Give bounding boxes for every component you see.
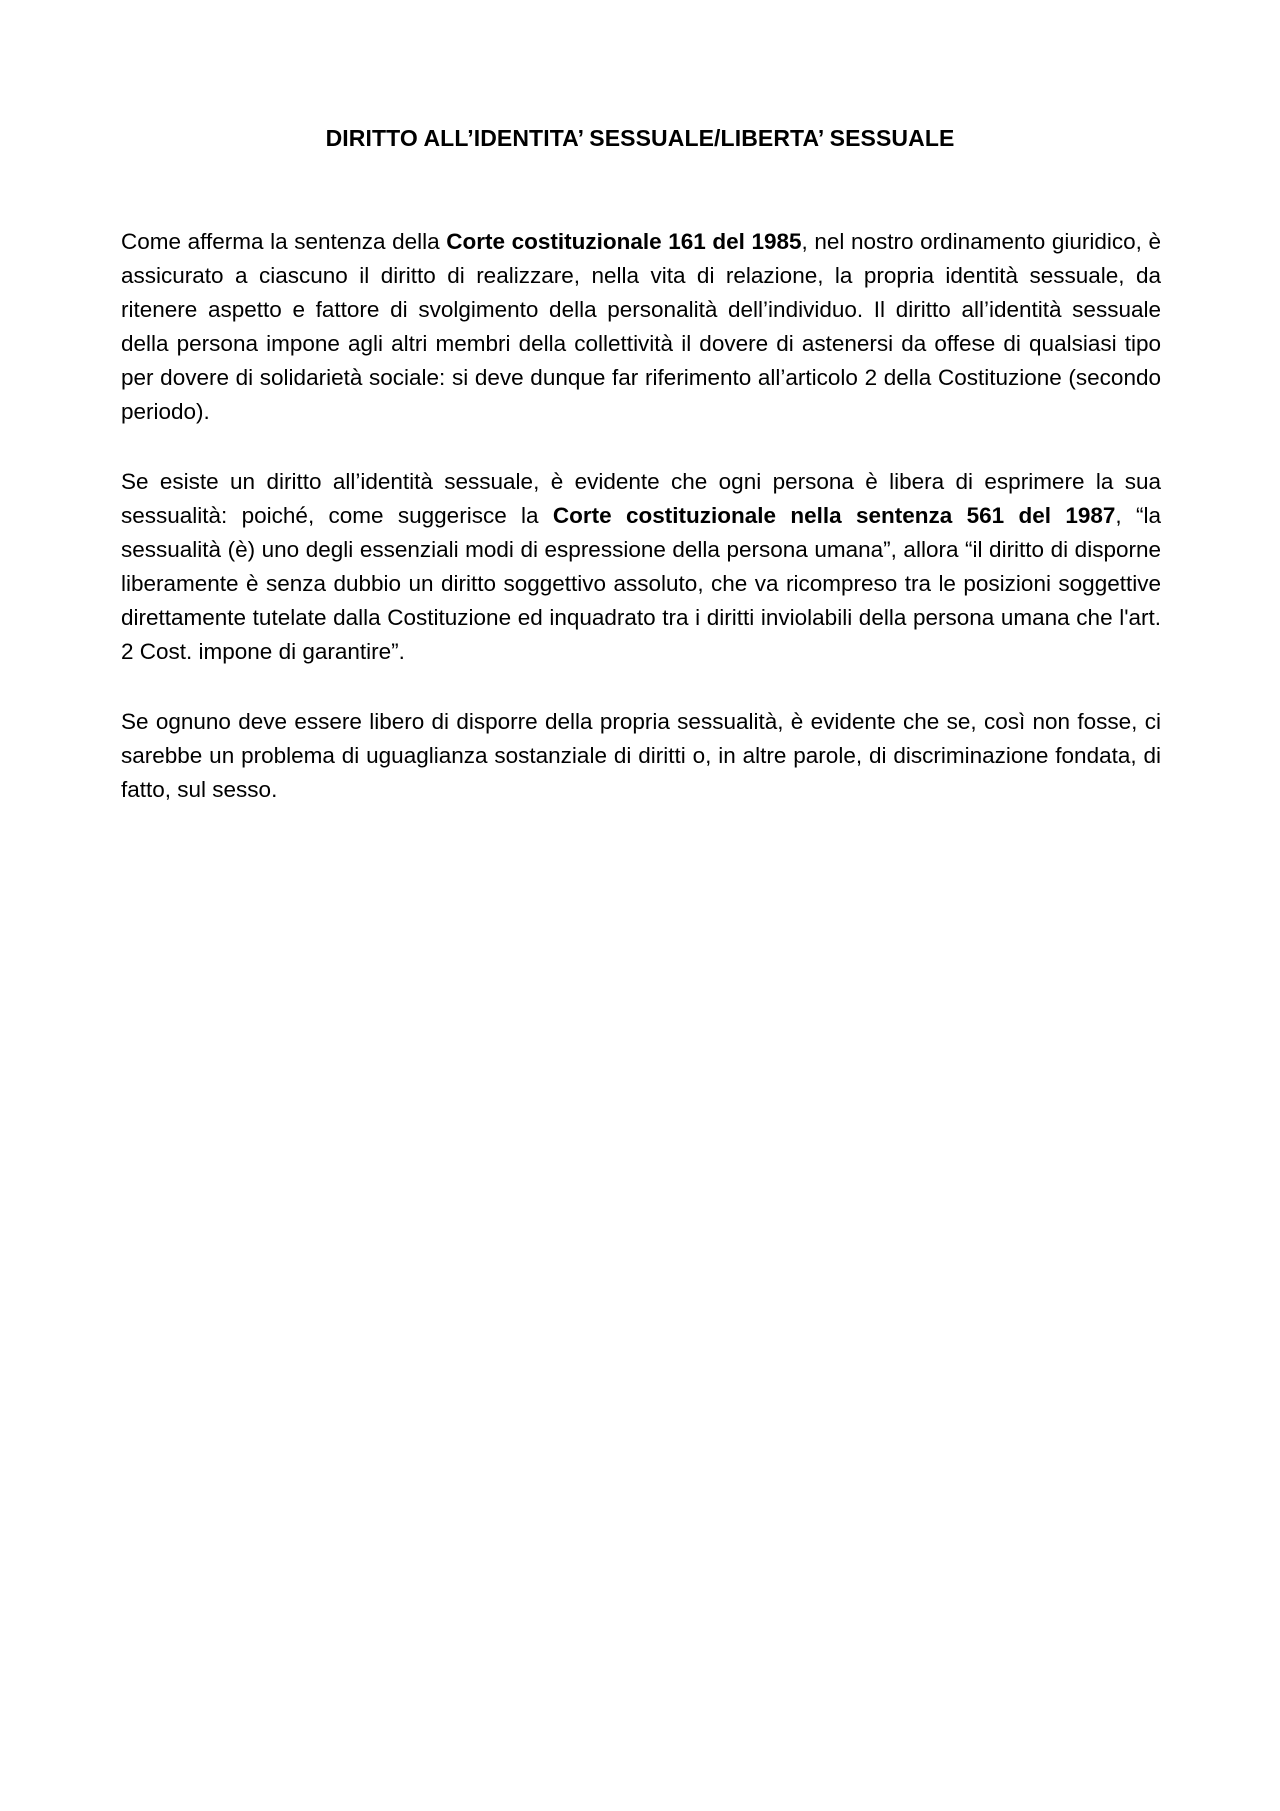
paragraph-2-citation: Corte costituzionale nella sentenza 561 del 1987 bbox=[552, 503, 1116, 528]
paragraph-1-citation: Corte costituzionale 161 del 1985 bbox=[446, 229, 802, 254]
paragraph-1-text: , nel nostro ordinamento giuridico, è assicurato a ciascuno il diritto di realizzare, nella vita di relazione, la propria identità sessuale, da ritenere aspetto e fattore di svolgimento della personalità dell’individuo. Il diritto all’identità sessuale della persona impone agli altri membri della collettività il dovere di astenersi da offese di qualsiasi tipo per dovere di solidarietà sociale: si deve dunque far riferimento all’articolo 2 della Costituzione (secondo periodo). bbox=[121, 229, 1161, 424]
paragraph-2-text: , “la sessualità (è) uno degli essenziali modi di espressione della persona umana”, allora “il diritto di disporne liberamente è senza dubbio un diritto soggettivo assoluto, che va ricompreso tra le posizioni soggettive direttamente tutelate dalla Costituzione ed inquadrato tra i diritti inviolabili della persona umana che l'art. 2 Cost. impone di garantire”. bbox=[121, 503, 1161, 664]
document-title: DIRITTO ALL’IDENTITA’ SESSUALE/LIBERTA’ SESSUALE bbox=[325, 125, 955, 151]
paragraph-3 bbox=[121, 705, 1161, 807]
paragraph-2 bbox=[121, 465, 1161, 669]
paragraph-1-text: Come afferma la sentenza della bbox=[121, 229, 447, 254]
paragraph-2-text: Se esiste un diritto all’identità sessuale, è evidente che ogni persona è libera di esprimere la sua sessualità: poiché, come suggerisce la bbox=[121, 469, 1161, 528]
paragraph-3-text: Se ognuno deve essere libero di disporre della propria sessualità, è evidente che se, così non fosse, ci sarebbe un problema di uguaglianza sostanziale di diritti o, in altre parole, di discriminazione fondata, di fatto, sul sesso. bbox=[121, 709, 1161, 802]
paragraph-1 bbox=[121, 225, 1161, 429]
